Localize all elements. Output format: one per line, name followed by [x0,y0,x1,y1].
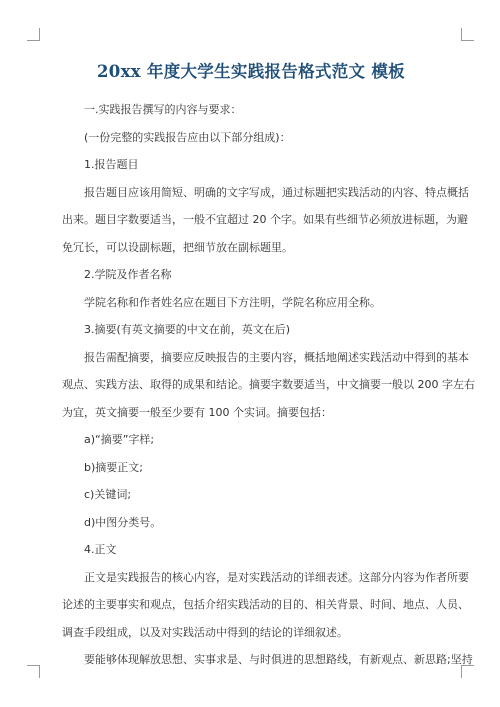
page-corner-mark [27,665,40,678]
list-item: b)摘要正文; [84,460,143,474]
paragraph-line: 论述的主要事实和观点，包括介绍实践活动的目的、相关背景、时间、地点、人员、 [62,598,469,611]
paragraph-line: 观点、实践方法、取得的成果和结论。摘要字数要适当，中文摘要一般以 200 字左右 [62,378,475,391]
page-corner-mark [27,28,40,41]
paragraph-line: 为宜，英文摘要一般至少要有 100 个实词。摘要包括： [62,405,332,419]
paragraph-abstract [62,350,475,420]
paragraph-requirements [62,652,473,667]
list-item: a)“摘要”字样; [84,433,155,446]
paragraph-body [62,570,469,640]
section-note: (一份完整的实践报告应由以下部分组成)： [84,130,291,144]
list-item: c)关键词; [84,488,132,501]
page-corner-mark [461,28,474,41]
document-title: 20xx 年度大学生实践报告格式范文 模板 [97,62,405,81]
subheading-report-title: 1.报告题目 [84,158,139,171]
paragraph-line: 要能够体现解放思想、实事求是、与时俱进的思想路线，有新观点、新思路;坚持 [84,653,473,666]
paragraph-line: 出来。题目字数要适当，一般不宜超过 20 个字。如果有些细节必须放进标题，为避 [62,213,468,226]
document-page [62,60,475,680]
paragraph-line: 免冗长，可以设副标题，把细节放在副标题里。 [62,240,293,254]
paragraph-line: 调查手段组成，以及对实践活动中得到的结论的详细叙述。 [62,625,348,639]
paragraph-line: 正文是实践报告的核心内容，是对实践活动的详细表述。这部分内容为作者所要 [84,570,469,584]
subheading-body: 4.正文 [84,543,117,556]
subheading-college-author: 2.学院及作者名称 [84,268,172,281]
paragraph-report-title [62,185,469,255]
subheading-abstract: 3.摘要(有英文摘要的中文在前，英文在后) [84,323,291,336]
paragraph-line: 报告需配摘要，摘要应反映报告的主要内容，概括地阐述实践活动中得到的基本 [84,350,469,364]
list-item: d)中图分类号。 [84,515,162,529]
section-heading: 一.实践报告撰写的内容与要求： [84,103,242,116]
paragraph-college-author: 学院名称和作者姓名应在题目下方注明，学院名称应用全称。 [84,295,381,309]
paragraph-line: 报告题目应该用简短、明确的文字写成，通过标题把实践活动的内容、特点概括 [84,185,469,199]
page-corner-mark [461,665,474,678]
